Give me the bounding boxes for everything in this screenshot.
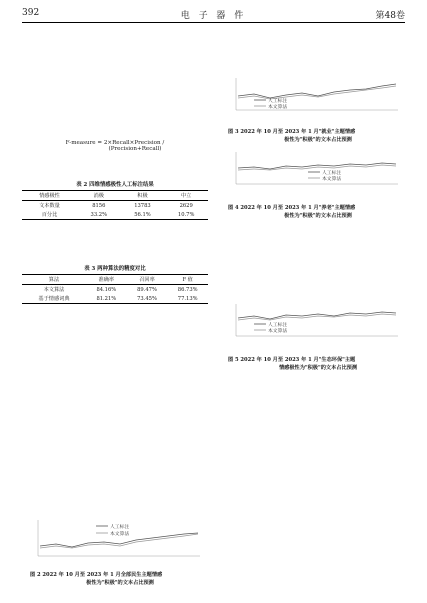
figure-3-caption: 图 3 2022 年 10 月至 2023 年 1 月"就业"主题情感 极性为"积极"的文本占比预测 [228, 129, 356, 143]
legend-label-manual: 人工标注 [110, 525, 130, 530]
legend-label-model: 本文算法 [322, 177, 342, 182]
table-row: 基于情感词典 81.21% 73.45% 77.13% [22, 294, 208, 304]
legend-label-model: 本文算法 [268, 329, 288, 334]
page-number: 392 [22, 8, 40, 18]
series-model-line [238, 165, 396, 170]
table3-caption: 表 3 两种算法的精度对比 [84, 266, 146, 272]
series-model-line [238, 314, 396, 320]
table-header: F 值 [182, 277, 193, 283]
table-header: 消极 [93, 193, 104, 199]
table-header: 中立 [180, 193, 192, 199]
figure-5-caption: 图 5 2022 年 10 月至 2023 年 1 月"生态环保"主题 情感极性为"积极"的文本占比预测 [228, 357, 358, 371]
figure-5-svg [224, 300, 402, 350]
page-header [22, 6, 405, 23]
figure-4-svg [224, 148, 402, 198]
figure-4-caption: 图 4 2022 年 10 月至 2023 年 1 月"养老"主题情感 极性为"积极"的文本占比预测 [228, 205, 356, 219]
volume-label: 第48卷 [375, 11, 405, 21]
legend-label-manual: 人工标注 [268, 99, 288, 104]
series-manual-line [238, 84, 396, 98]
legend-label-manual: 人工标注 [322, 171, 342, 176]
table3 [22, 274, 208, 304]
legend-label-manual: 人工标注 [268, 323, 288, 328]
table2 [22, 190, 208, 220]
table-header: 算法 [48, 277, 60, 283]
figure-3-chart [224, 74, 402, 124]
journal-name: 电 子 器 件 [180, 11, 247, 21]
f-measure-formula: F-measure = 2×Recall×Precision / (Precision+Recall) [65, 140, 165, 152]
table-header: 准确率 [98, 277, 115, 283]
figure-3-svg [224, 74, 402, 124]
table-header: 情感极性 [39, 193, 60, 199]
figure-2-svg [26, 516, 204, 568]
figure-2-chart [26, 516, 204, 568]
figure-2-caption: 图 2 2022 年 10 月至 2023 年 1 月全部民生主题情感 极性为"积极"的文本占比预测 [30, 572, 163, 586]
table-row: 百分比 33.2% 56.1% 10.7% [22, 210, 208, 220]
table-header: 积极 [137, 193, 148, 199]
figure-4-chart [224, 148, 402, 198]
figure-5-chart [224, 300, 402, 350]
table-row: 本文算法 84.16% 89.47% 86.73% [43, 286, 198, 293]
legend-label-model: 本文算法 [268, 105, 288, 110]
table-row: 文本数量 8156 13783 2629 [39, 202, 193, 209]
table-header: 召回率 [139, 277, 155, 283]
table2-caption: 表 2 四维情感极性人工标注结果 [76, 182, 154, 188]
legend-label-model: 本文算法 [110, 532, 130, 537]
